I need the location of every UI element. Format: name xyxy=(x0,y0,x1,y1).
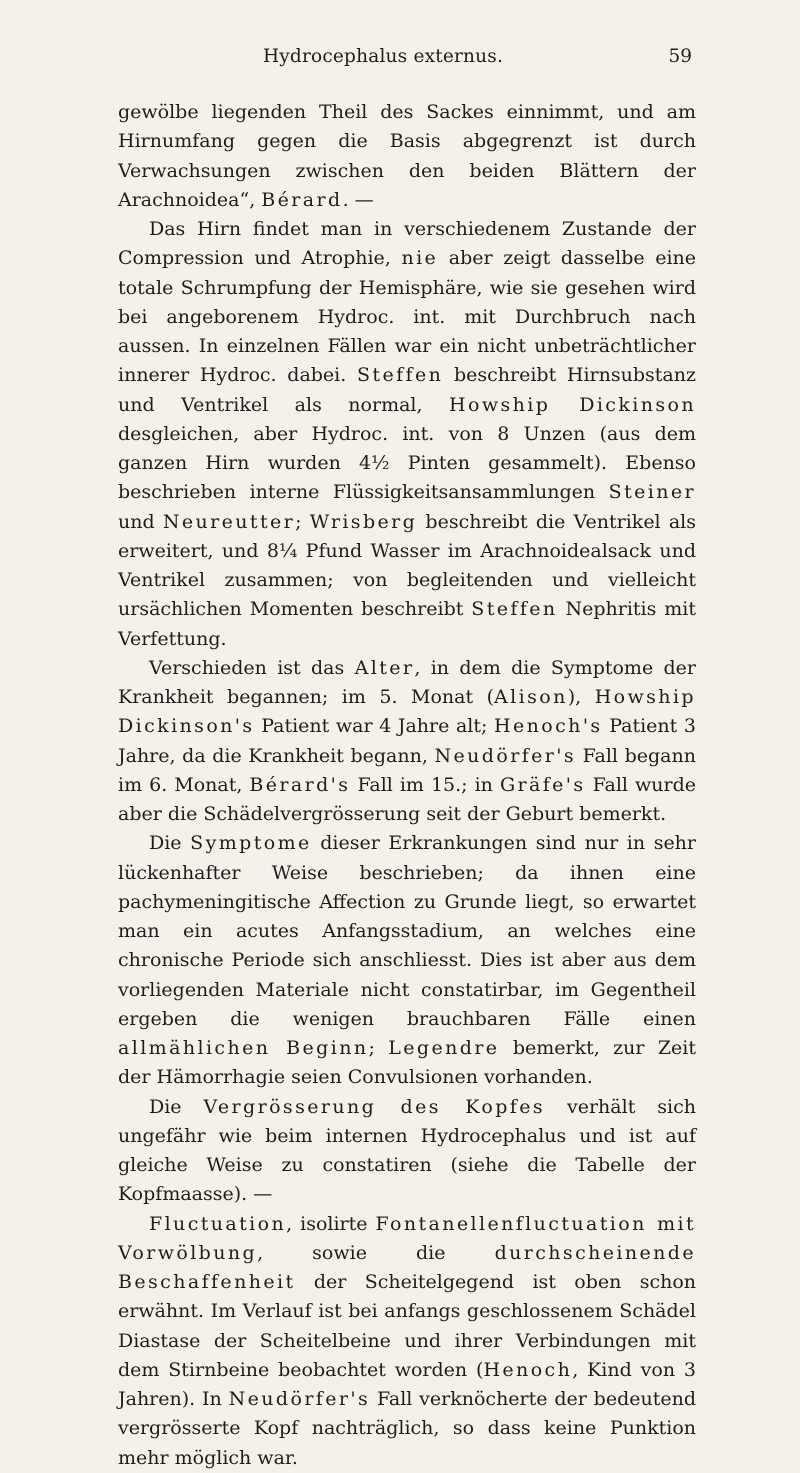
text-run: Fall wurde aber die Schädelvergrösserung seit der Geburt bemerkt. xyxy=(118,773,696,825)
emphasized-name: Steiner xyxy=(608,481,696,504)
emphasized-name: Legendre xyxy=(388,1037,500,1059)
text-run: , Kind von 3 Jahren). In xyxy=(118,1358,696,1410)
text-run: Nephritis mit Verfettung. xyxy=(118,598,697,650)
text-run: , in dem die Symptome der Krankheit begannen; im 5. Monat ( xyxy=(118,656,697,708)
text-run: Fall begann im 6. Monat, xyxy=(118,744,696,796)
text-run: Die xyxy=(149,832,191,855)
emphasized-name: Alison xyxy=(494,686,568,708)
emphasized-name: Bérard xyxy=(261,188,343,211)
emphasized-name: Howship Dickinson's xyxy=(118,686,696,738)
body-text xyxy=(118,98,696,1473)
paragraph xyxy=(118,654,696,830)
emphasized-name: Bérard's xyxy=(249,773,351,796)
paragraph xyxy=(118,1210,696,1473)
emphasized-name: Neudörfer's xyxy=(434,744,577,767)
emphasized-name: Wrisberg xyxy=(309,510,418,533)
emphasized-name: Henoch's xyxy=(494,715,603,738)
page-header xyxy=(118,46,692,72)
emphasized-name: Fontanellenfluctuation mit Vorwölbung xyxy=(118,1212,696,1264)
text-run: der Scheitelgegend ist oben schon erwähnt. Im Verlauf ist bei anfangs geschlossenem Schädel Diastase der Scheitelbeine und ihrer Verbindungen mit dem Stirnbeine beobachtet worden ( xyxy=(118,1271,696,1381)
emphasized-name: Neureutter xyxy=(162,510,296,533)
page-number: 59 xyxy=(668,46,692,67)
paragraph xyxy=(118,98,696,215)
text-run: Das Hirn findet man in verschiedenem Zustande der Compression und Atrophie, xyxy=(118,218,696,270)
emphasized-name: Alter xyxy=(354,656,415,679)
emphasized-name: Symptome xyxy=(190,832,312,855)
text-run: aber zeigt dasselbe eine totale Schrumpfung der Hemisphäre, wie sie gesehen wird bei angeborenem Hydroc. int. mit Durchbruch nach aussen. In einzelnen Fällen war ein nicht unbeträchtlicher innerer Hydroc. dabei. xyxy=(118,247,697,387)
text-run: beschreibt die Ventrikel als erweitert, und 8¼ Pfund Wasser im Arachnoidealsack und Ventrikel zusammen; von begleitenden und vielleicht ursächlichen Momenten beschreibt xyxy=(118,510,696,621)
text-run: gewölbe liegenden Theil des Sackes einnimmt, und am Hirnumfang gegen die Basis abgegrenzt ist durch Verwachsungen zwischen den beiden Blättern der Arachnoidea“, xyxy=(118,101,696,211)
text-run: . — xyxy=(342,188,374,211)
text-run: Patient war 4 Jahre alt; xyxy=(254,715,495,738)
emphasized-name: allmählichen Beginn xyxy=(118,1037,369,1059)
emphasized-name: Steffen xyxy=(357,364,444,387)
text-run: beschreibt Hirnsubstanz und Ventrikel als normal, xyxy=(118,364,696,416)
text-run: verhält sich ungefähr wie beim internen Hydrocephalus und ist auf gleiche Weise zu constatiren (siehe die Tabelle der Kopfmaasse). — xyxy=(118,1095,697,1206)
emphasized-name: Neudörfer's xyxy=(228,1388,371,1410)
text-run: , sowie die xyxy=(257,1241,495,1264)
emphasized-name: Henoch xyxy=(483,1358,573,1381)
text-run: Die xyxy=(149,1095,204,1118)
emphasized-name: Fluctuation xyxy=(149,1212,287,1235)
running-title: Hydrocephalus externus. xyxy=(262,46,504,67)
text-run: Verschieden ist das xyxy=(149,656,355,679)
paragraph xyxy=(118,215,696,654)
text-run: ; xyxy=(368,1037,389,1059)
text-run: , isolirte xyxy=(286,1212,376,1235)
emphasized-name: Gräfe's xyxy=(499,773,586,796)
emphasized-name: Howship Dickinson xyxy=(449,393,696,416)
text-run: Patient 3 Jahre, da die Krankheit begann, xyxy=(118,715,696,767)
text-run: Fall im 15.; in xyxy=(350,773,500,796)
text-run: desgleichen, aber Hydroc. int. von 8 Unzen (aus dem ganzen Hirn wurden 4½ Pinten gesammelt). Ebenso beschrieben interne Flüssigkeitsansammlungen xyxy=(118,422,696,504)
text-run: ; xyxy=(295,510,310,533)
text-run: dieser Erkrankungen sind nur in sehr lückenhafter Weise beschrieben; da ihnen eine pachymeningitische Affection zu Grunde liegt, so erwartet man ein acutes Anfangsstadium, an welches eine chronische Periode sich anschliesst. Dies ist aber aus dem vorliegenden Materiale nicht constatirbar, im Gegentheil ergeben die wenigen brauchbaren Fälle einen xyxy=(118,832,697,1030)
emphasized-name: durchscheinende Beschaffenheit xyxy=(118,1241,696,1293)
text-run: und xyxy=(118,510,163,533)
emphasized-name: Vergrösserung des Kopfes xyxy=(203,1095,546,1118)
paragraph xyxy=(118,829,696,1092)
emphasized-name: Steffen xyxy=(471,598,558,621)
paragraph xyxy=(118,1093,696,1210)
text-run: Fall verknöcherte der bedeutend vergrösserte Kopf nachträglich, so dass keine Punktion mehr möglich war. xyxy=(118,1388,696,1469)
emphasized-name: nie xyxy=(401,247,439,270)
text-run: bemerkt, zur Zeit der Hämorrhagie seien Convulsionen vorhanden. xyxy=(118,1037,696,1089)
text-run: ), xyxy=(567,686,595,708)
